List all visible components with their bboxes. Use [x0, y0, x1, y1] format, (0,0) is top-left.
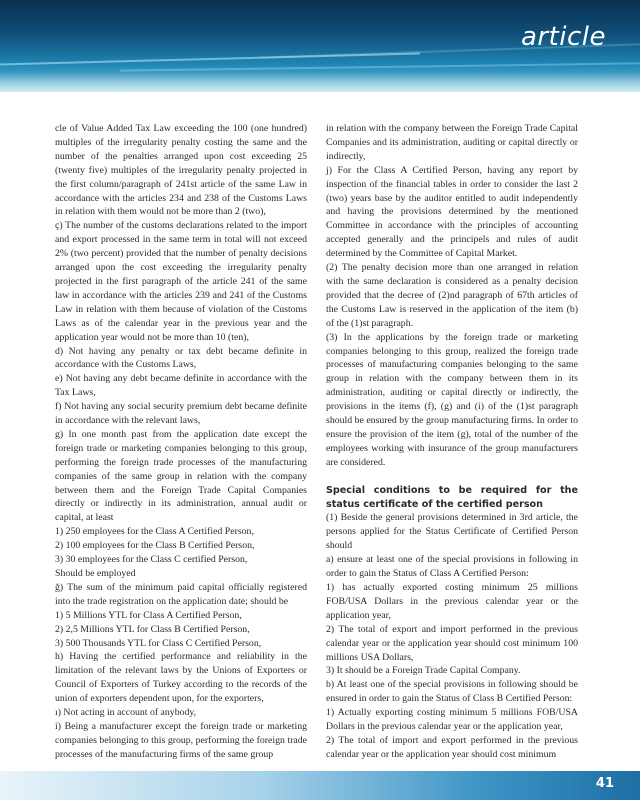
paragraph: (2) The penalty decision more than one arranged in relation with the same declaration is considered as a penalty decision provided that the decree of (2)nd paragraph of 67th articles of the Customs Law is reserved in the application of the item (b) of the (1)st paragraph. — [326, 262, 578, 329]
paragraph: cle of Value Added Tax Law exceeding the 100 (one hundred) multiples of the irregularity penalty costing the same and the number of the penalties arranged upon cost exceeding 25 (twenty five) multiples of the irregularity penalty projected in the first column/paragraph of 241st article of the same Law in accordance with the articles 234 and 238 of the Customs Laws in relation with them would not be more than 2 (two), — [55, 123, 307, 218]
paragraph: e) Not having any debt became definite in accordance with the Tax Laws, — [55, 373, 307, 399]
paragraph: ğ) The sum of the minimum paid capital officially registered into the trade registration on the application date; should be — [55, 581, 307, 607]
paragraph: 1) 250 employees for the Class A Certified Person, — [55, 526, 254, 538]
special-conditions-heading: Special conditions to be required for the status certificate of the certified person — [326, 484, 578, 510]
paragraph: 2) The total of export and import performed in the previous calendar year or the application year should cost minimum 100 millions USA Dollars, — [326, 623, 578, 663]
page-number: 41 — [595, 776, 614, 791]
paragraph: j) For the Class A Certified Person, having any report by inspection of the financial tables in order to consider the last 2 (two) years base by the auditor entitled to audit independently and having the provisions determined by the mentioned Committee in accordance with the principles of accounting accepted generally and the principels and rules of audit determined by the Committee of Capital Market. — [326, 164, 578, 260]
paragraph: b) At least one of the special provisions in following should be ensured in order to gain the Status of Class B Certified Person: — [326, 679, 578, 705]
paragraph: f) Not having any social security premium debt became definite in accordance with the relevant laws, — [55, 401, 307, 427]
paragraph: i) Being a manufacturer except the foreign trade or marketing companies belonging to this group, performing the foreign trade processes of the manufacturing firms of the same group — [55, 720, 307, 760]
right-column — [326, 122, 578, 762]
paragraph: ç) The number of the customs declarations related to the import and export processed in the same term in total will not exceed 2% (two percent) provided that the number of penalty decisions arranged upon the cost exceeding the irregularity penalty projected in the first paragraph of the article 241 of the same law in accordance with the articles 239 and 241 of the Customs Law in relation with them because of violation of the Customs Laws as of the calendar year in the previous year and the application year would not be more than 10 (ten), — [55, 220, 307, 343]
paragraph: in relation with the company between the Foreign Trade Capital Companies and its administration, auditing or capital directly or indirectly, — [326, 123, 578, 162]
footer-bar — [0, 771, 640, 800]
section-title: article — [520, 22, 606, 52]
paragraph: 3) It should be a Foreign Trade Capital Company. — [326, 665, 521, 677]
paragraph: 3) 30 employees for the Class C certified Person, — [55, 554, 248, 566]
header-light-streak — [120, 62, 640, 71]
paragraph: h) Having the certified performance and reliability in the limitation of the relevant laws by the Unions of Exporters or Council of Exporters of Turkey according to the records of the union of exporters dependent upon, for the exporters, — [55, 651, 307, 705]
paragraph: a) ensure at least one of the special provisions in following in order to gain the Status of Class A Certified Person: — [326, 554, 578, 580]
paragraph: 1) 5 Millions YTL for Class A Certified Person, — [55, 609, 242, 621]
left-column — [55, 122, 307, 762]
paragraph: (1) Beside the general provisions determined in 3rd article, the persons applied for the Status Certificate of Certified Person should — [326, 512, 578, 552]
paragraph: (3) In the applications by the foreign trade or marketing companies belonging to this group, realized the foreign trade processes of manufacturing companies belonging to the same group in relation with the company between them in its administration, auditing or capital directly or indirectly, the provisions in the items (f), (g) and (i) of the (1)st paragraph should be ensured by the group manufacturing firms. In order to ensure the provision of the item (g), total of the number of the employees working with insurance of the group manufacturers are considered. — [326, 331, 578, 468]
paragraph: Should be employed — [55, 568, 136, 579]
paragraph: 3) 500 Thousands YTL for Class C Certified Person, — [55, 637, 262, 649]
paragraph: 1) Actually exporting costing minimum 5 millions FOB/USA Dollars in the previous calendar year or the application year, — [326, 707, 578, 733]
paragraph: 2) 2,5 Millions YTL for Class B Certified Person, — [55, 623, 250, 635]
paragraph: g) In one month past from the application date except the foreign trade or marketing companies belonging to this group, performing the foreign trade processes of the manufacturing companies of the same group in relation with the company between them and the Foreign Trade Capital Companies directly or indirectly in its administration, annual audit or capital, at least — [55, 428, 307, 524]
paragraph: ı) Not acting in account of anybody, — [55, 707, 197, 719]
paragraph: d) Not having any penalty or tax debt became definite in accordance with the Customs Laws, — [55, 345, 307, 371]
paragraph: 1) has actually exported costing minimum 25 millions FOB/USA Dollars in the previous calendar year or the application year, — [326, 582, 578, 621]
paragraph: 2) 100 employees for the Class B Certified Person, — [55, 540, 255, 552]
paragraph: 2) The total of import and export performed in the previous calendar year or the application year should cost minimum — [326, 734, 578, 760]
header-fade — [0, 72, 640, 102]
